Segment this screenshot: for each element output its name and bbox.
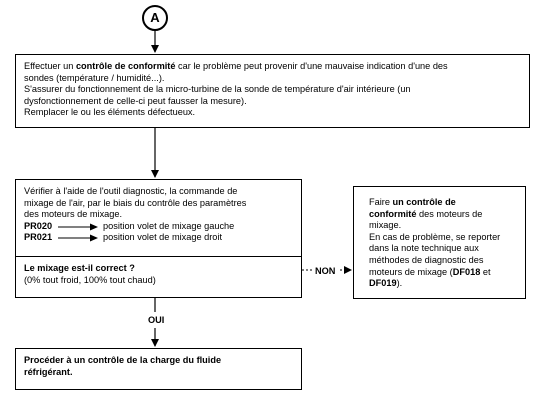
charge-line-2: réfrigérant. (24, 366, 73, 377)
verify-line-2: mixage de l'air, par le biais du contrôle des paramètres (24, 197, 247, 208)
verify-line-1: Vérifier à l'aide de l'outil diagnostic, la commande de (24, 186, 238, 196)
refrigerant-charge-box (15, 348, 302, 390)
motor-line-7: moteurs de mixage (DF018 et (369, 266, 491, 277)
motor-line-8: DF019). (369, 278, 403, 289)
start-node-a (142, 5, 168, 31)
motor-line-6: méthodes de diagnostic des (369, 254, 484, 265)
box-divider (16, 256, 301, 257)
start-node-label: A (150, 10, 160, 25)
conformity-line-3: S'assurer du fonctionnement de la micro-turbine de la sonde de température d'air intérieure (un (24, 84, 411, 95)
arrow-right-icon (58, 223, 98, 231)
motor-conformity-box (353, 186, 526, 299)
decision-note: (0% tout froid, 100% tout chaud) (24, 274, 156, 285)
motor-line-3: mixage. (369, 220, 402, 231)
conformity-line-5: Remplacer le ou les éléments défectueux. (24, 107, 196, 118)
conformity-check-box (15, 54, 530, 128)
conformity-line-4: dysfonctionnement de celle-ci peut fausser la mesure). (24, 95, 247, 106)
motor-line-5: dans la note technique aux (369, 243, 479, 254)
conformity-line-1: Effectuer un contrôle de conformité car le problème peut provenir d'une mauvaise indication d'une des (24, 61, 448, 71)
parameter-desc: position volet de mixage gauche (103, 220, 235, 231)
parameter-row-pr020 (24, 221, 246, 233)
parameter-code: PR020 (24, 220, 53, 231)
motor-line-1: Faire un contrôle de (369, 197, 456, 207)
conformity-line-2: sondes (température / humidité...). (24, 72, 165, 83)
decision-question: Le mixage est-il correct ? (24, 263, 135, 273)
parameter-code: PR021 (24, 232, 53, 243)
charge-line-1: Procéder à un contrôle de la charge du fluide (24, 355, 222, 365)
motor-line-4: En cas de problème, se reporter (369, 231, 501, 242)
arrow-right-icon (58, 234, 98, 242)
parameter-row-pr021 (24, 232, 246, 244)
motor-line-2: conformité des moteurs de (369, 208, 483, 219)
branch-label-oui: OUI (148, 315, 165, 325)
parameter-desc: position volet de mixage droit (103, 232, 222, 243)
mixing-verification-box (15, 179, 302, 298)
verify-line-3: des moteurs de mixage. (24, 209, 123, 220)
branch-label-non: NON (315, 266, 336, 276)
